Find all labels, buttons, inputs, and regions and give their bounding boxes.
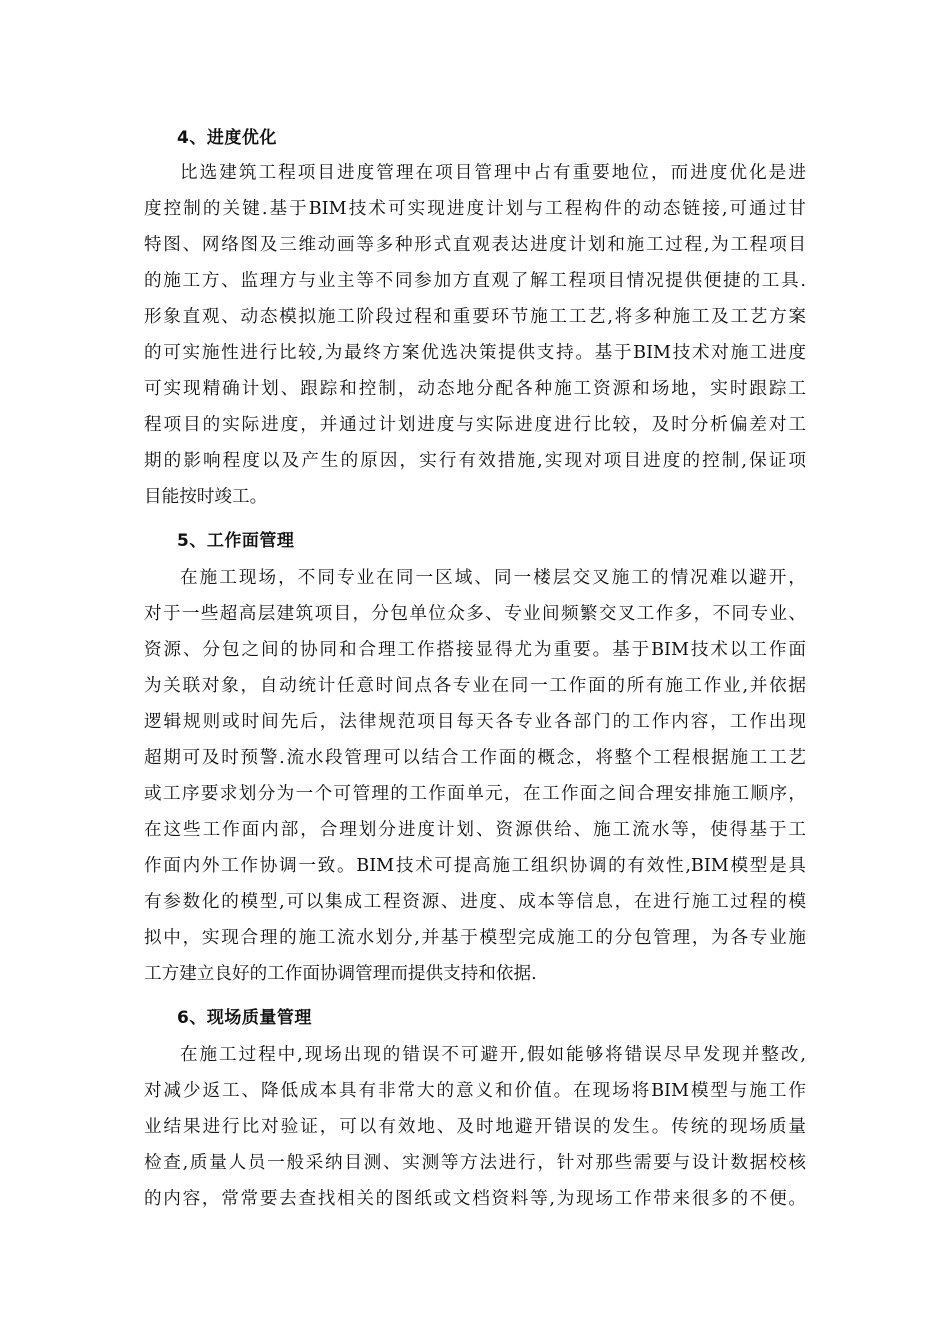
section-heading-progress-optimization: 4、进度优化	[177, 128, 277, 148]
section-heading-site-quality-management: 6、现场质量管理	[177, 1008, 312, 1028]
paragraph-line: 比选建筑工程项目进度管理在项目管理中占有重要地位，而进度优化是进	[180, 163, 806, 183]
paragraph-line: 超期可及时预警.流水段管理可以结合工作面的概念，将整个工程根据施工工艺	[144, 748, 806, 768]
paragraph-line: 形象直观、动态模拟施工阶段过程和重要环节施工工艺,将多种施工及工艺方案	[144, 307, 806, 327]
paragraph-line: 在施工过程中,现场出现的错误不可避开,假如能够将错误尽早发现并整改,	[180, 1045, 806, 1065]
paragraph-line: 期的影响程度以及产生的原因，实行有效措施,实现对项目进度的控制,保证项	[144, 451, 806, 471]
paragraph-line: 业结果进行比对验证，可以有效地、及时地避开错误的发生。传统的现场质量	[144, 1117, 806, 1137]
paragraph-line: 对减少返工、降低成本具有非常大的意义和价值。在现场将BIM模型与施工作	[144, 1081, 806, 1101]
paragraph-line: 为关联对象，自动统计任意时间点各专业在同一工作面的所有施工作业,并依据	[144, 676, 806, 696]
paragraph-line: 拟中，实现合理的施工流水划分,并基于模型完成施工的分包管理，为各专业施	[144, 928, 806, 948]
paragraph-line: 在这些工作面内部，合理划分进度计划、资源供给、施工流水等，使得基于工	[144, 820, 806, 840]
paragraph-line: 逻辑规则或时间先后，法律规范项目每天各专业各部门的工作内容，工作出现	[144, 712, 806, 732]
paragraph-line: 的内容，常常要去查找相关的图纸或文档资料等,为现场工作带来很多的不便。	[144, 1189, 806, 1209]
paragraph-line: 资源、分包之间的协同和合理工作搭接显得尤为重要。基于BIM技术以工作面	[144, 640, 806, 660]
paragraph-line: 度控制的关键.基于BIM技术可实现进度计划与工程构件的动态链接,可通过甘	[144, 199, 806, 219]
paragraph-line: 在施工现场，不同专业在同一区域、同一楼层交叉施工的情况难以避开，	[180, 568, 806, 588]
paragraph-line: 有参数化的模型,可以集成工程资源、进度、成本等信息，在进行施工过程的模	[144, 892, 806, 912]
paragraph-line: 特图、网络图及三维动画等多种形式直观表达进度计划和施工过程,为工程项目	[144, 235, 806, 255]
paragraph-line: 的施工方、监理方与业主等不同参加方直观了解工程项目情况提供便捷的工具.	[144, 271, 806, 291]
paragraph-line: 可实现精确计划、跟踪和控制，动态地分配各种施工资源和场地，实时跟踪工	[144, 379, 806, 399]
paragraph-line: 或工序要求划分为一个可管理的工作面单元，在工作面之间合理安排施工顺序，	[144, 784, 806, 804]
section-heading-work-surface-management: 5、工作面管理	[177, 531, 295, 551]
paragraph-line: 程项目的实际进度，并通过计划进度与实际进度进行比较，及时分析偏差对工	[144, 415, 806, 435]
paragraph-line: 目能按时竣工。	[144, 487, 268, 507]
paragraph-line: 检查,质量人员一般采纳目测、实测等方法进行，针对那些需要与设计数据校核	[144, 1153, 806, 1173]
paragraph-line: 的可实施性进行比较,为最终方案优选决策提供支持。基于BIM技术对施工进度	[144, 343, 806, 363]
paragraph-line: 对于一些超高层建筑项目，分包单位众多、专业间频繁交叉工作多，不同专业、	[144, 604, 806, 624]
paragraph-line: 作面内外工作协调一致。BIM技术可提高施工组织协调的有效性,BIM模型是具	[144, 856, 806, 876]
paragraph-line: 工方建立良好的工作面协调管理而提供支持和依据.	[144, 964, 537, 984]
